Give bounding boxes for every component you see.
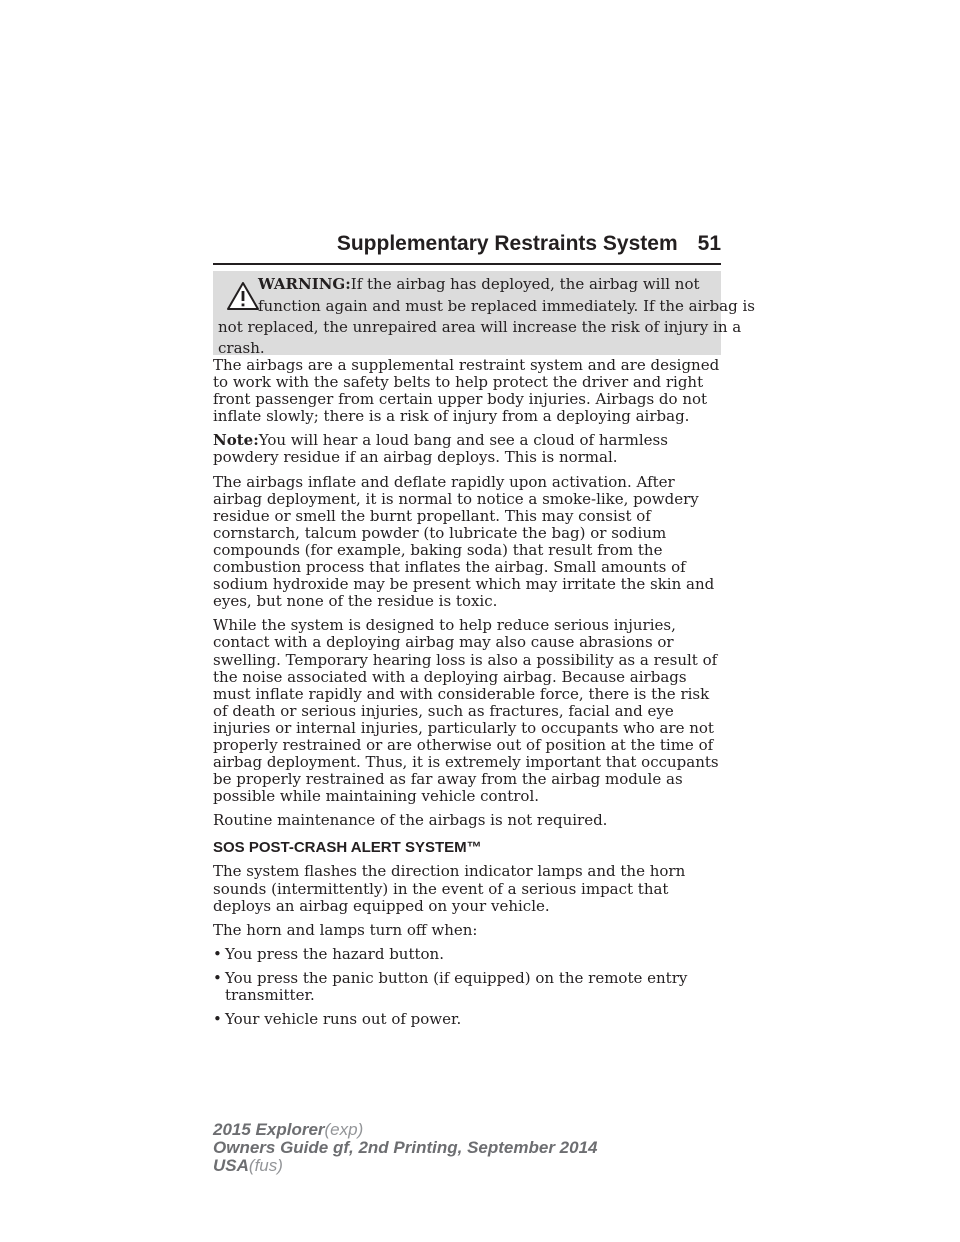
section-title: Supplementary Restraints System bbox=[336, 232, 678, 255]
warning-box bbox=[213, 271, 755, 357]
page-number: 51 bbox=[697, 232, 721, 255]
bullet-text: Your vehicle runs out of power. bbox=[225, 1010, 462, 1029]
warning-line-3: not replaced, the unrepaired area will increase the risk of injury in a bbox=[218, 318, 742, 336]
paragraph-injuries: While the system is designed to help reduce serious injuries, contact with a deploying airbag may also cause abrasions or swelling. Temporary hearing loss is also a possibility as a result of the noise associated with a deploying airbag. Because airbags must inflate rapidly and with considerable force, there is the risk of death or serious injuries, such as fractures, facial and eye injuries or internal injuries, particularly to occupants who are not properly restrained or are otherwise out of position at the time of airbag deployment. Thus, it is extremely important that occupants be properly restrained as far away from the airbag module as possible while maintaining vehicle control. bbox=[213, 616, 719, 806]
bullet-symbol: • bbox=[213, 968, 222, 987]
page-footer bbox=[213, 1121, 597, 1175]
warning-line-4: crash. bbox=[218, 339, 265, 357]
footer-model-line bbox=[213, 1121, 597, 1139]
sos-heading: SOS POST-CRASH ALERT SYSTEM™ bbox=[213, 839, 482, 857]
header-rule bbox=[213, 263, 721, 265]
footer-market-line bbox=[213, 1157, 597, 1175]
warning-triangle-icon bbox=[226, 281, 260, 311]
paragraph-note bbox=[213, 432, 725, 466]
paragraph-airbags-intro: The airbags are a supplemental restraint system and are designed to work with the safety belts to help protect the driver and right front passenger from certain upper body injuries. Airbags do not inflate slowly; there is a risk of injury from a deploying airbag. bbox=[213, 356, 720, 426]
page-content bbox=[213, 357, 725, 1035]
bullet-text: You press the panic button (if equipped) on the remote entry transmitter. bbox=[225, 968, 688, 1004]
warning-line-1 bbox=[258, 274, 700, 294]
warning-line-2: function again and must be replaced immediately. If the airbag is bbox=[258, 297, 755, 315]
page-header bbox=[213, 232, 721, 262]
footer-guide: Owners Guide gf, 2nd Printing, September 2014 bbox=[213, 1138, 598, 1157]
paragraph-horn-lamps: The horn and lamps turn off when: bbox=[213, 920, 478, 939]
footer-guide-line bbox=[213, 1139, 597, 1157]
bullet-symbol: • bbox=[213, 1010, 222, 1029]
warning-text-1: If the airbag has deployed, the airbag will not bbox=[350, 275, 700, 293]
note-label: Note: bbox=[213, 431, 259, 450]
warning-label: WARNING: bbox=[258, 275, 351, 293]
bullet-symbol: • bbox=[213, 944, 222, 963]
note-text: You will hear a loud bang and see a cloud of harmless powdery residue if an airbag deploys. This is normal. bbox=[213, 431, 668, 467]
list-item bbox=[213, 1011, 725, 1028]
footer-model: 2015 Explorer bbox=[213, 1120, 325, 1139]
bullet-text: You press the hazard button. bbox=[225, 944, 444, 963]
paragraph-residue: The airbags inflate and deflate rapidly upon activation. After airbag deployment, it is normal to notice a smoke-like, powdery residue or smell the burnt propellant. This may consist of cornstarch, talcum powder (to lubricate the bag) or sodium compounds (for example, baking soda) that result from the combustion process that inflates the airbag. Small amounts of sodium hydroxide may be present which may irritate the skin and eyes, but none of the residue is toxic. bbox=[213, 472, 715, 611]
list-item bbox=[213, 970, 725, 1004]
footer-model-code: (exp) bbox=[324, 1120, 364, 1139]
paragraph-maintenance: Routine maintenance of the airbags is not required. bbox=[213, 811, 608, 830]
list-item bbox=[213, 946, 725, 963]
footer-market-code: (fus) bbox=[248, 1156, 283, 1175]
footer-market: USA bbox=[213, 1156, 249, 1175]
paragraph-sos-system: The system flashes the direction indicator lamps and the horn sounds (intermittently) in the event of a serious impact that deploys an airbag equipped on your vehicle. bbox=[213, 862, 686, 915]
